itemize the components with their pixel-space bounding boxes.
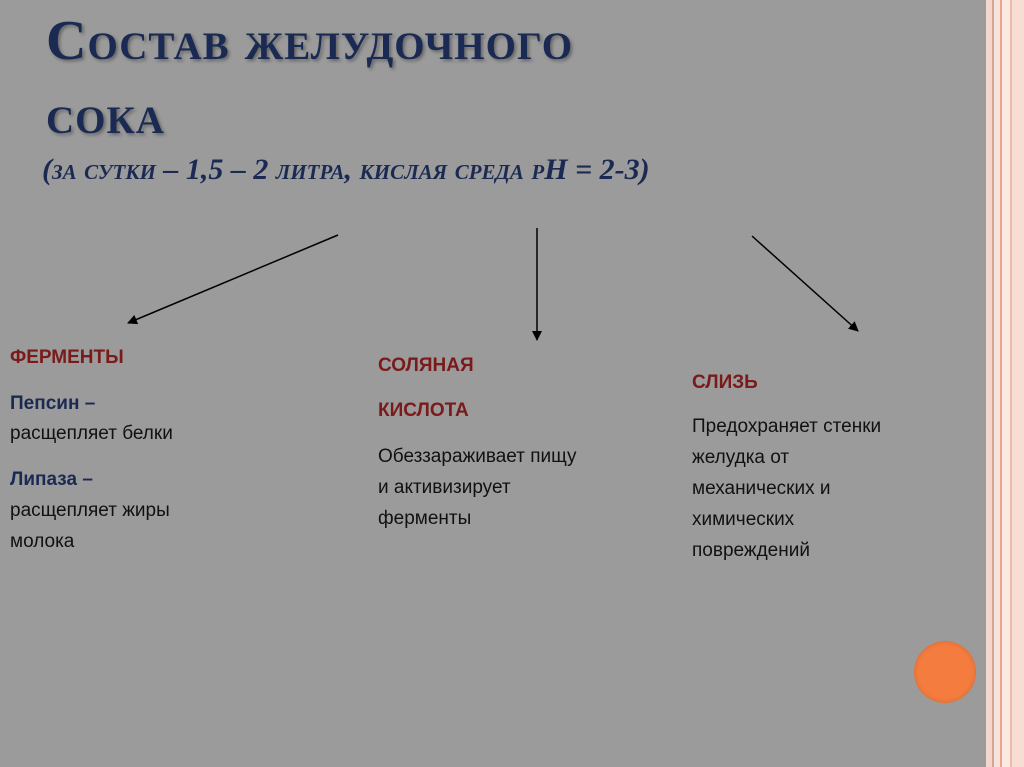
mucus-description-line-2: желудка от	[692, 447, 790, 468]
arrow-to-mucus	[752, 236, 858, 331]
lipase-description-line-1: расщепляет жиры	[10, 500, 170, 521]
acid-description-line-3: ферменты	[378, 508, 472, 529]
mucus-description-line-1: Предохраняет стенки	[692, 416, 882, 437]
lipase-description	[10, 495, 170, 557]
lipase-description-line-2: молока	[10, 531, 75, 552]
mucus-description	[692, 411, 881, 566]
acid-description-line-1: Обеззараживает пищу	[378, 446, 577, 467]
enzymes-heading: ФЕРМЕНТЫ	[10, 347, 124, 368]
acid-description	[378, 441, 576, 534]
title-line-1: Состав желудочного	[46, 10, 574, 72]
mucus-description-line-4: химических	[692, 509, 795, 530]
pepsin-description: расщепляет белки	[10, 423, 173, 444]
title-line-2: сока	[46, 84, 165, 146]
acid-heading-line-1: СОЛЯНАЯ	[378, 355, 474, 376]
mucus-description-line-5: повреждений	[692, 540, 810, 561]
slide-subtitle: (за сутки – 1,5 – 2 литра, кислая среда pH = 2-3)	[42, 153, 650, 186]
mucus-description-line-3: механических и	[692, 478, 831, 499]
mucus-heading: СЛИЗЬ	[692, 372, 758, 393]
acid-description-line-2: и активизирует	[378, 477, 511, 498]
lipase-label: Липаза –	[10, 469, 93, 490]
acid-heading-line-2: КИСЛОТА	[378, 400, 469, 421]
arrow-to-enzymes	[128, 235, 338, 323]
decorative-orange-circle	[914, 641, 976, 703]
pepsin-label: Пепсин –	[10, 393, 96, 414]
